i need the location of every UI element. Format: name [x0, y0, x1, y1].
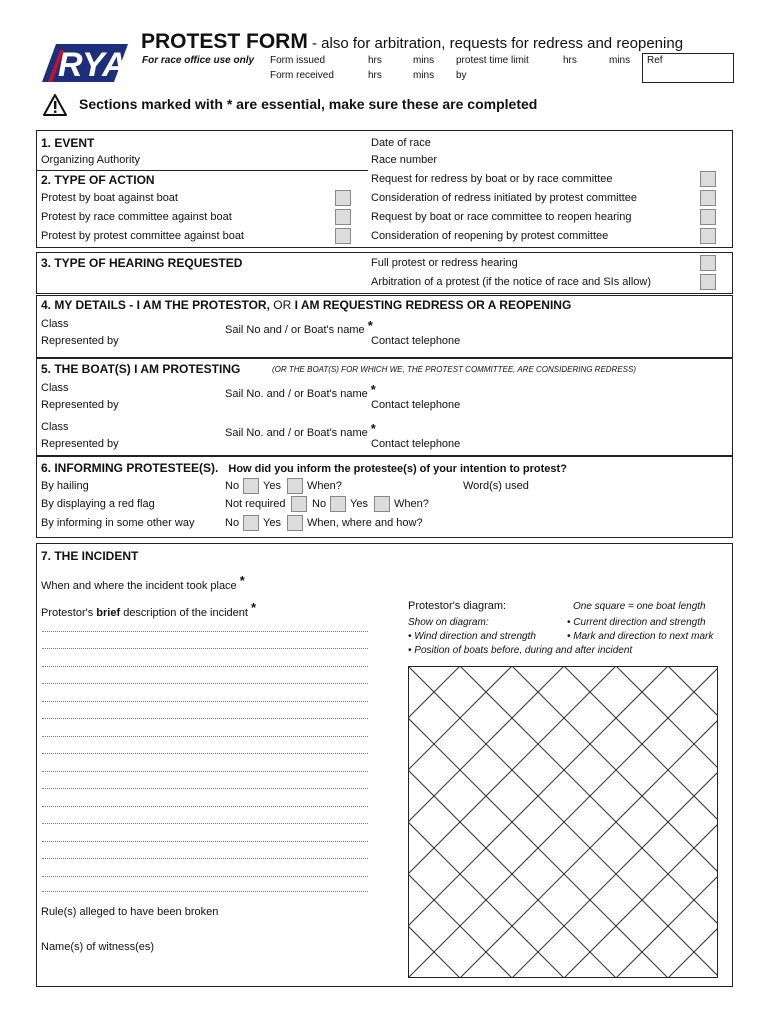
grid-line: [512, 666, 718, 978]
my-sail-label: Sail No and / or Boat's name *: [225, 318, 373, 336]
flag-not-required-label: Not required: [225, 498, 286, 510]
grid-line: [408, 666, 668, 978]
checkbox-arbitration[interactable]: [700, 274, 716, 290]
svg-text:RYA: RYA: [58, 46, 127, 84]
grid-line: [408, 666, 564, 978]
description-line[interactable]: [42, 631, 368, 632]
checkbox-hail-no[interactable]: [243, 478, 259, 494]
current-direction-note: • Current direction and strength: [567, 617, 706, 628]
other-when-where-label: When, where and how?: [307, 517, 423, 529]
boat1-class-label: Class: [41, 382, 69, 394]
action-right-3: Consideration of reopening by protest committee: [371, 230, 609, 242]
hail-no-label: No: [225, 480, 240, 492]
boat1-telephone-label: Contact telephone: [371, 399, 461, 411]
checkbox-other-no[interactable]: [243, 515, 259, 531]
organizing-authority-label: Organizing Authority: [41, 154, 141, 166]
witnesses-label: Name(s) of witness(es): [41, 941, 155, 953]
my-telephone-label: Contact telephone: [371, 335, 461, 347]
description-line[interactable]: [42, 648, 368, 649]
one-square-note: One square = one boat length: [573, 601, 706, 612]
warning-icon: [42, 93, 68, 120]
form-received-label: Form received: [270, 70, 334, 81]
action-left-0: Protest by boat against boat: [41, 192, 178, 204]
by-red-flag-label: By displaying a red flag: [41, 498, 155, 510]
description-line[interactable]: [42, 753, 368, 754]
grid-line: [408, 666, 668, 978]
action-left-2: Protest by protest committee against boat: [41, 230, 244, 242]
description-line[interactable]: [42, 806, 368, 807]
hrs-label-1: hrs: [368, 55, 382, 66]
checkbox-reopen-pc[interactable]: [700, 228, 716, 244]
checkbox-reopen-request[interactable]: [700, 209, 716, 225]
checkbox-boat-vs-boat[interactable]: [335, 190, 351, 206]
flag-yes-label: Yes: [350, 498, 368, 510]
action-right-0: Request for redress by boat or by race committee: [371, 173, 613, 185]
checkbox-flag-yes[interactable]: [374, 496, 390, 512]
show-on-diagram-label: Show on diagram:: [408, 617, 489, 628]
positions-note: • Position of boats before, during and after incident: [408, 645, 633, 656]
protested-boats-note: (OR THE BOAT(S) FOR WHICH WE, THE PROTEST COMMITTEE, ARE CONSIDERING REDRESS): [272, 365, 637, 374]
flag-when-label: When?: [394, 498, 429, 510]
description-line[interactable]: [42, 718, 368, 719]
type-of-action-heading: 2. TYPE OF ACTION: [41, 173, 155, 187]
checkbox-full-hearing[interactable]: [700, 255, 716, 271]
office-only-label: For race office use only: [142, 55, 255, 66]
description-line[interactable]: [42, 683, 368, 684]
description-line[interactable]: [42, 841, 368, 842]
description-line[interactable]: [42, 858, 368, 859]
grid-line: [512, 666, 718, 978]
my-class-label: Class: [41, 318, 69, 330]
action-left-1: Protest by race committee against boat: [41, 211, 232, 223]
arbitration-label: Arbitration of a protest (if the notice of race and SIs allow): [371, 276, 652, 288]
ref-field[interactable]: [642, 53, 734, 83]
boat2-represented-label: Represented by: [41, 438, 119, 450]
hearing-heading: 3. TYPE OF HEARING REQUESTED: [41, 256, 243, 270]
grid-line: [408, 666, 460, 978]
hrs-label-3: hrs: [563, 55, 577, 66]
by-hailing-label: By hailing: [41, 480, 89, 492]
action-right-1: Consideration of redress initiated by protest committee: [371, 192, 637, 204]
informing-heading: 6. INFORMING PROTESTEE(S). How did you inform the protestee(s) of your intention to protest?: [41, 461, 567, 475]
my-represented-label: Represented by: [41, 335, 119, 347]
description-line[interactable]: [42, 823, 368, 824]
my-details-heading: 4. MY DETAILS - I AM THE PROTESTOR, OR I AM REQUESTING REDRESS OR A REOPENING: [41, 298, 572, 312]
grid-line: [616, 666, 718, 978]
grid-line: [408, 666, 564, 978]
wind-direction-note: • Wind direction and strength: [408, 631, 536, 642]
boat1-sail-label: Sail No. and / or Boat's name *: [225, 382, 376, 400]
full-hearing-label: Full protest or redress hearing: [371, 257, 518, 269]
diagram-grid[interactable]: [408, 666, 718, 978]
rya-logo: [38, 42, 132, 84]
words-used-label: Word(s) used: [463, 480, 529, 492]
grid-line: [460, 666, 718, 978]
title-bold: PROTEST FORM: [141, 30, 308, 53]
by-label: by: [456, 70, 467, 81]
grid-line: [616, 666, 718, 978]
other-yes-label: Yes: [263, 517, 281, 529]
checkbox-rc-vs-boat[interactable]: [335, 209, 351, 225]
other-no-label: No: [225, 517, 240, 529]
diagram-label: Protestor's diagram:: [408, 600, 507, 612]
form-issued-label: Form issued: [270, 55, 326, 66]
ref-label: Ref: [647, 55, 663, 66]
description-line[interactable]: [42, 701, 368, 702]
when-where-label: When and where the incident took place *: [41, 573, 245, 592]
description-line[interactable]: [42, 788, 368, 789]
essential-notice: Sections marked with * are essential, make sure these are completed: [79, 96, 538, 112]
race-number-label: Race number: [371, 154, 438, 166]
description-line[interactable]: [42, 666, 368, 667]
protest-time-limit-label: protest time limit: [456, 55, 529, 66]
hail-when-label: When?: [307, 480, 342, 492]
section-divider: [36, 170, 368, 171]
description-line[interactable]: [42, 891, 368, 892]
description-line[interactable]: [42, 736, 368, 737]
checkbox-pc-vs-boat[interactable]: [335, 228, 351, 244]
form-title: [141, 30, 683, 54]
action-right-2: Request by boat or race committee to reopen hearing: [371, 211, 632, 223]
by-other-way-label: By informing in some other way: [41, 517, 195, 529]
checkbox-redress-pc[interactable]: [700, 190, 716, 206]
grid-line: [668, 666, 718, 978]
grid-line: [564, 666, 718, 978]
checkbox-flag-no[interactable]: [330, 496, 346, 512]
protested-boats-heading: 5. THE BOAT(S) I AM PROTESTING: [41, 362, 241, 376]
brief-description-label: Protestor's brief description of the incident *: [41, 600, 257, 619]
grid-line: [408, 666, 460, 978]
incident-heading: 7. THE INCIDENT: [41, 549, 139, 563]
mins-label-3: mins: [609, 55, 631, 66]
title-rest: - also for arbitration, requests for redress and reopening: [307, 35, 684, 52]
checkbox-redress-request[interactable]: [700, 171, 716, 187]
date-of-race-label: Date of race: [371, 137, 431, 149]
hail-yes-label: Yes: [263, 480, 281, 492]
boat1-represented-label: Represented by: [41, 399, 119, 411]
mark-direction-note: • Mark and direction to next mark: [567, 631, 714, 642]
checkbox-flag-not-required[interactable]: [291, 496, 307, 512]
mins-label-1: mins: [413, 55, 435, 66]
checkbox-other-yes[interactable]: [287, 515, 303, 531]
boat2-sail-label: Sail No. and / or Boat's name *: [225, 421, 376, 439]
description-line[interactable]: [42, 771, 368, 772]
mins-label-2: mins: [413, 70, 435, 81]
event-heading: 1. EVENT: [41, 136, 95, 150]
rules-broken-label: Rule(s) alleged to have been broken: [41, 906, 219, 918]
grid-line: [564, 666, 718, 978]
boat2-telephone-label: Contact telephone: [371, 438, 461, 450]
grid-line: [460, 666, 718, 978]
flag-no-label: No: [312, 498, 327, 510]
checkbox-hail-yes[interactable]: [287, 478, 303, 494]
boat2-class-label: Class: [41, 421, 69, 433]
description-line[interactable]: [42, 876, 368, 877]
grid-line: [668, 666, 718, 978]
hrs-label-2: hrs: [368, 70, 382, 81]
